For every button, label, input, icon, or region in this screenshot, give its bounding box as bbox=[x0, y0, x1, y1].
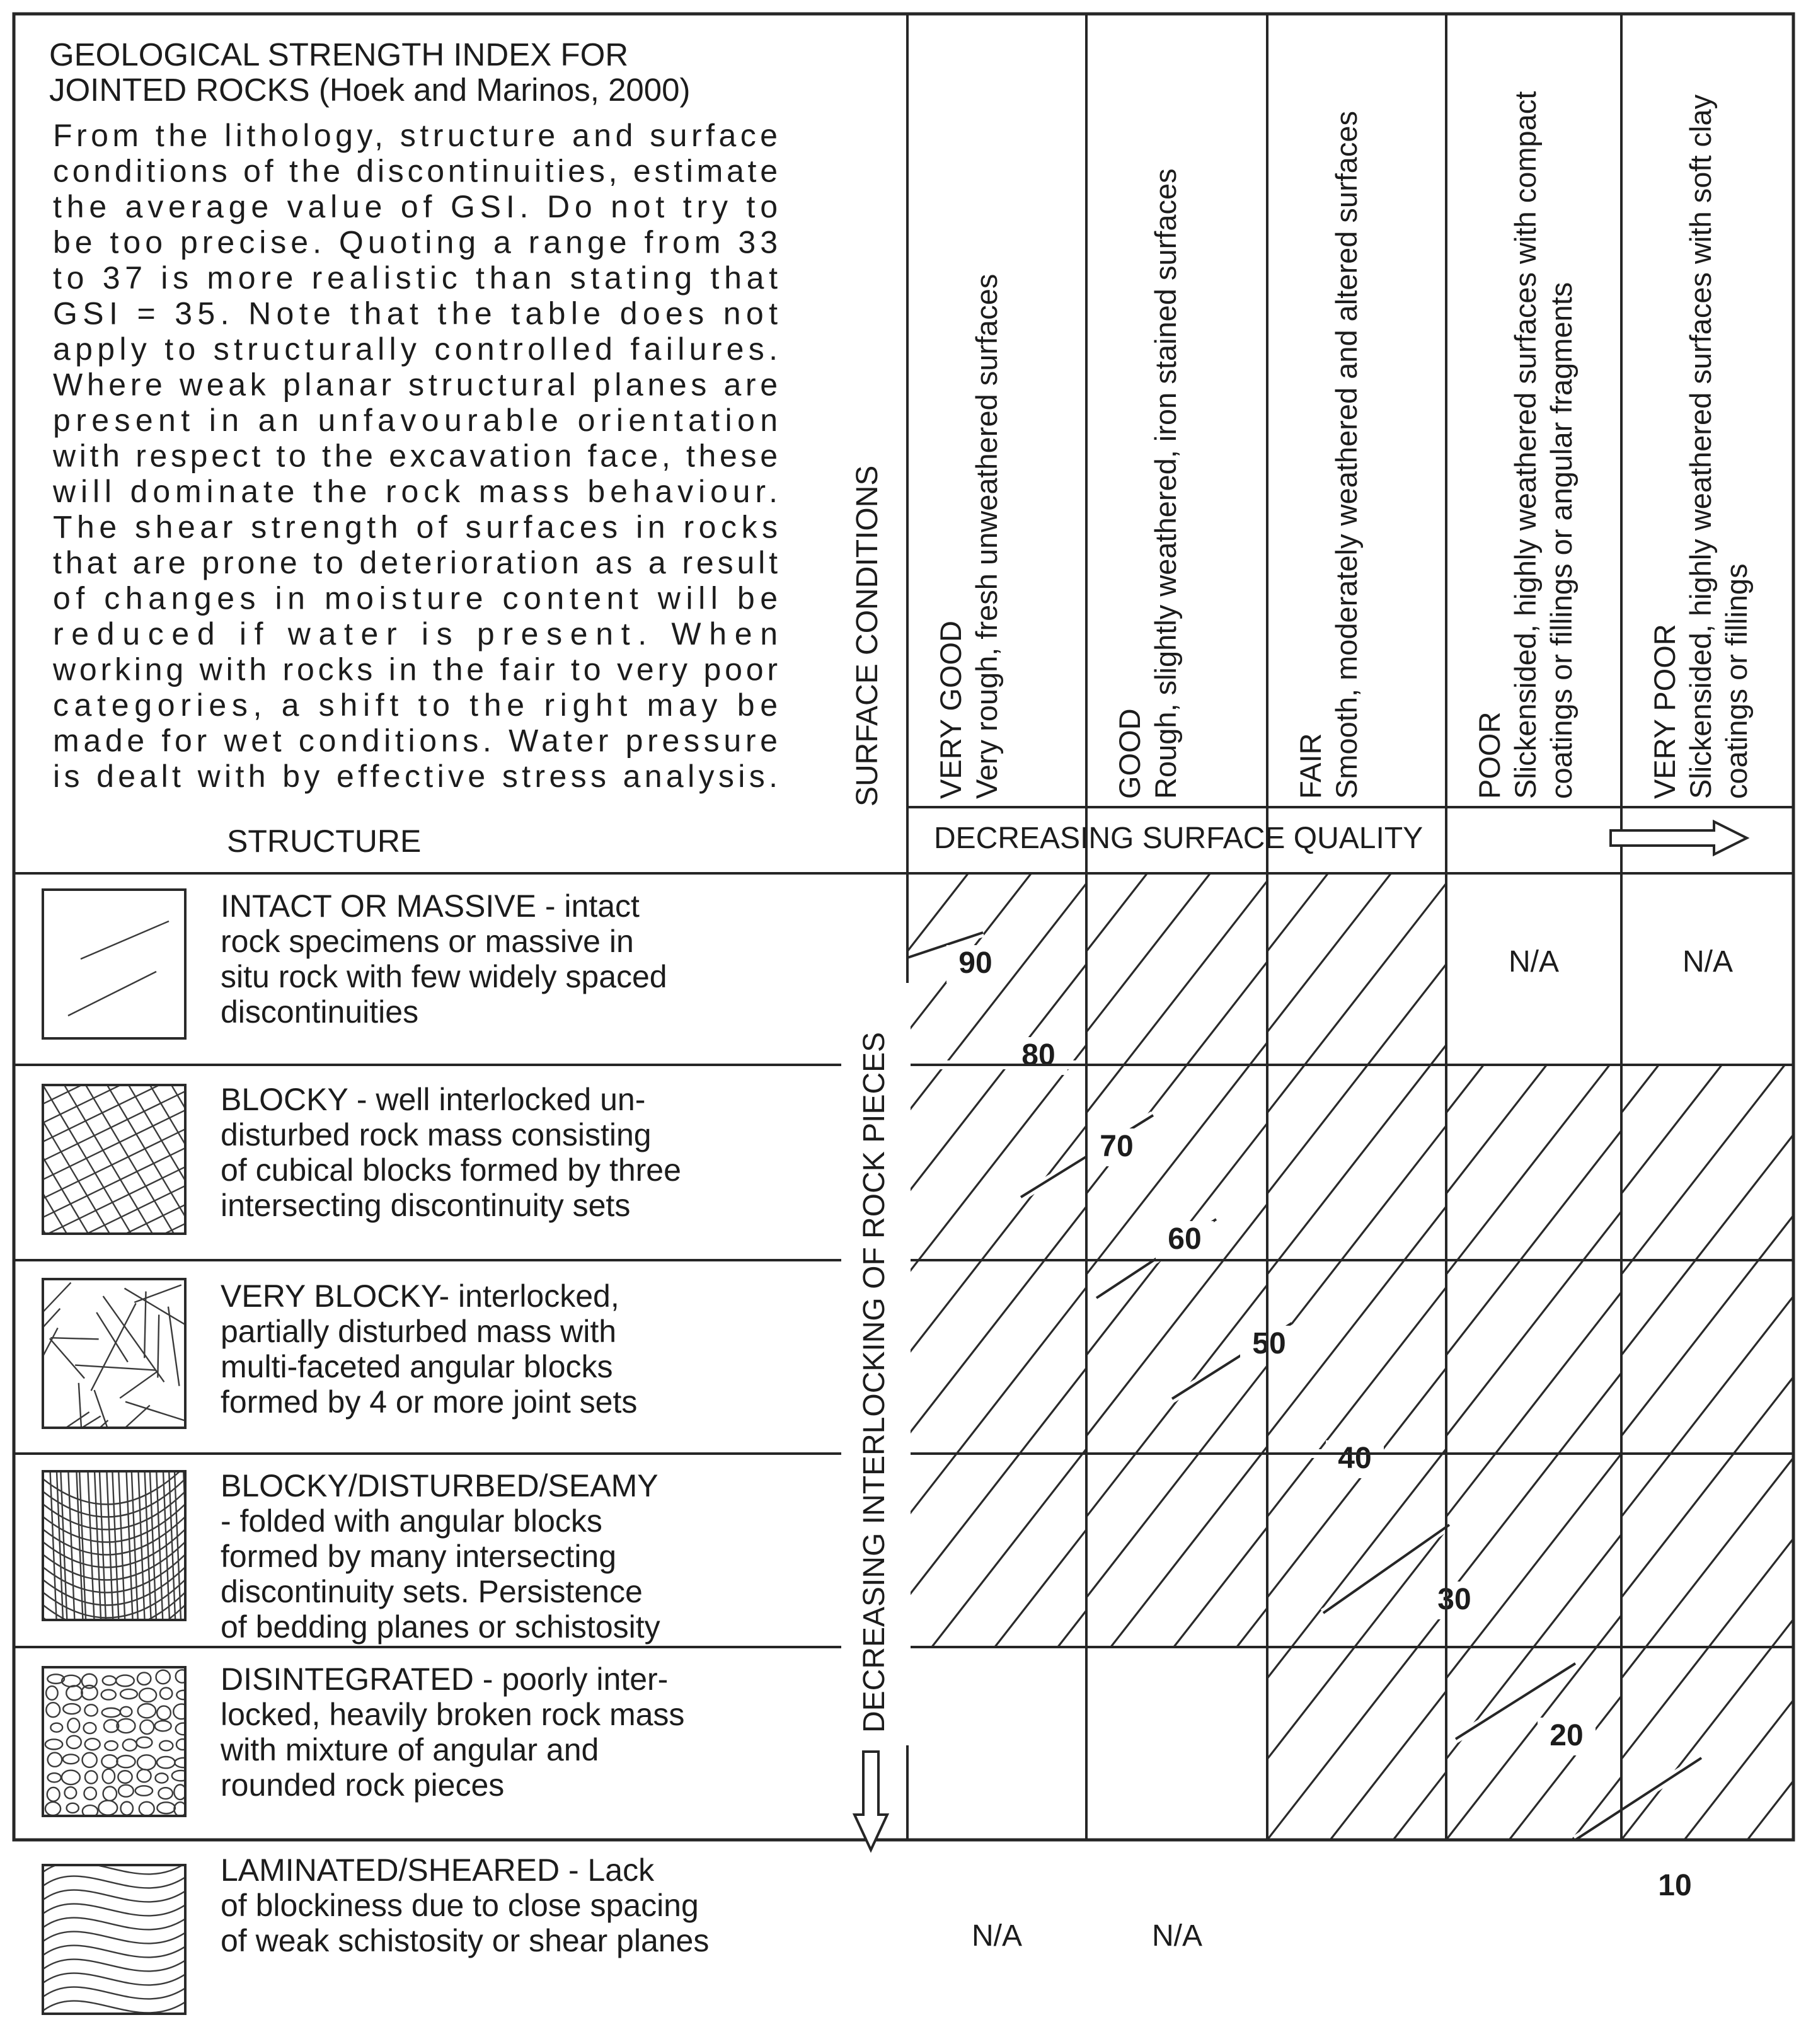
column-heading-line: Very rough, fresh unweathered surfaces bbox=[970, 273, 1003, 799]
intro-line: be too precise. Quoting a range from 33 bbox=[53, 224, 778, 260]
structure-row bbox=[43, 888, 667, 1038]
intro-line: apply to structurally controlled failures. bbox=[53, 331, 778, 367]
symbol-frame bbox=[43, 1279, 185, 1428]
structure-line: of cubical blocks formed by three bbox=[221, 1152, 681, 1188]
decreasing-surface-quality-label: DECREASING SURFACE QUALITY bbox=[934, 822, 1424, 855]
surface-column-heading bbox=[1294, 111, 1363, 799]
structure-line: INTACT OR MASSIVE - intact bbox=[221, 888, 640, 924]
surface-column-heading bbox=[1648, 94, 1753, 799]
symbol-frame bbox=[43, 890, 185, 1038]
structure-line: of weak schistosity or shear planes bbox=[221, 1923, 710, 1958]
title-line-1: GEOLOGICAL STRENGTH INDEX FOR bbox=[49, 37, 629, 72]
intro-line: the average value of GSI. Do not try to bbox=[53, 189, 778, 224]
intro-line: with respect to the excavation face, these bbox=[53, 438, 778, 474]
intro-block bbox=[49, 37, 884, 859]
na-label: N/A bbox=[1151, 1919, 1203, 1953]
structure-line: of bedding planes or schistosity bbox=[221, 1609, 660, 1645]
intro-line: of changes in moisture content will be bbox=[53, 580, 778, 616]
gsi-value-label: 40 bbox=[1338, 1442, 1372, 1475]
structure-line: formed by many intersecting bbox=[221, 1539, 617, 1574]
structure-line: with mixture of angular and bbox=[221, 1732, 599, 1767]
structure-line: situ rock with few widely spaced bbox=[221, 959, 667, 994]
very-blocky-symbol bbox=[8, 1279, 219, 1490]
structure-line: BLOCKY/DISTURBED/SEAMY bbox=[221, 1468, 659, 1503]
gsi-value-label: 30 bbox=[1437, 1583, 1471, 1616]
column-heading-line: VERY GOOD bbox=[934, 621, 967, 799]
column-heading-line: Smooth, moderately weathered and altered surfaces bbox=[1330, 110, 1363, 799]
decreasing-interlocking-label: DECREASING INTERLOCKING OF ROCK PIECES bbox=[858, 1031, 891, 1733]
symbol-frame bbox=[43, 1865, 185, 2014]
structure-line: BLOCKY - well interlocked un- bbox=[221, 1082, 646, 1117]
down-arrow-icon bbox=[854, 1752, 887, 1850]
interlocking-axis bbox=[841, 983, 911, 1850]
surface-column-heading bbox=[934, 274, 1003, 799]
structure-line: - folded with angular blocks bbox=[221, 1503, 602, 1539]
column-heading-line: Slickensided, highly weathered surfaces with compact bbox=[1509, 91, 1542, 799]
structure-line: LAMINATED/SHEARED - Lack bbox=[221, 1852, 655, 1888]
structure-rows bbox=[0, 827, 709, 2044]
gsi-value-label: 90 bbox=[958, 946, 992, 980]
intro-line: present in an unfavourable orientation bbox=[53, 403, 778, 438]
intro-paragraph bbox=[52, 118, 778, 794]
surface-column-heading bbox=[1473, 91, 1578, 799]
intro-line: working with rocks in the fair to very poor bbox=[53, 652, 778, 687]
column-heading-line: coatings or fillings bbox=[1720, 563, 1753, 799]
intro-line: conditions of the discontinuities, estimate bbox=[53, 153, 778, 189]
intro-line: will dominate the rock mass behaviour. bbox=[53, 474, 778, 509]
structure-line: rock specimens or massive in bbox=[221, 924, 634, 959]
column-heading-line: GOOD bbox=[1113, 708, 1146, 799]
gsi-value-label: 60 bbox=[1168, 1222, 1202, 1256]
intro-line: to 37 is more realistic than stating that bbox=[53, 260, 778, 296]
gsi-value-label: 50 bbox=[1252, 1327, 1286, 1360]
intro-line: that are prone to deterioration as a result bbox=[53, 545, 778, 580]
structure-line: multi-faceted angular blocks bbox=[221, 1349, 613, 1384]
surface-column-heading bbox=[1113, 168, 1182, 799]
na-label: N/A bbox=[1682, 945, 1734, 979]
structure-line: rounded rock pieces bbox=[221, 1767, 505, 1803]
structure-line: discontinuities bbox=[221, 994, 419, 1030]
structure-line: VERY BLOCKY- interlocked, bbox=[221, 1278, 619, 1314]
structure-row bbox=[43, 1466, 660, 1645]
structure-heading: STRUCTURE bbox=[227, 824, 422, 859]
structure-row bbox=[8, 1278, 637, 1490]
surface-quality-axis bbox=[934, 822, 1747, 855]
column-heading-line: FAIR bbox=[1294, 733, 1327, 799]
column-heading-line: Slickensided, highly weathered surfaces with soft clay bbox=[1684, 94, 1717, 799]
laminated-symbol bbox=[37, 1859, 192, 2044]
structure-line: locked, heavily broken rock mass bbox=[221, 1697, 685, 1732]
na-label: N/A bbox=[1508, 945, 1560, 979]
column-heading-line: coatings or fillings or angular fragments bbox=[1544, 282, 1578, 799]
surface-condition-headings bbox=[934, 91, 1753, 799]
structure-line: partially disturbed mass with bbox=[221, 1314, 617, 1349]
disintegrated-symbol bbox=[43, 1667, 193, 1817]
structure-line: disturbed rock mass consisting bbox=[221, 1117, 652, 1152]
gsi-value-label: 20 bbox=[1550, 1719, 1584, 1752]
intro-line: From the lithology, structure and surface bbox=[53, 118, 778, 153]
structure-row bbox=[37, 1852, 709, 2044]
intro-line: The shear strength of surfaces in rocks bbox=[53, 509, 778, 545]
intact-symbol bbox=[43, 890, 185, 1038]
column-heading-line: VERY POOR bbox=[1648, 624, 1681, 799]
structure-line: discontinuity sets. Persistence bbox=[221, 1574, 643, 1609]
structure-line: DISINTEGRATED - poorly inter- bbox=[221, 1662, 669, 1697]
column-heading-line: POOR bbox=[1473, 711, 1506, 799]
surface-conditions-label: SURFACE CONDITIONS bbox=[851, 465, 884, 807]
intro-line: Where weak planar structural planes are bbox=[53, 367, 778, 403]
gsi-value-label: 70 bbox=[1100, 1130, 1134, 1163]
intro-line: categories, a shift to the right may be bbox=[53, 687, 778, 723]
gsi-value-label: 10 bbox=[1658, 1869, 1692, 1902]
seamy-symbol bbox=[43, 1466, 190, 1643]
structure-line: intersecting discontinuity sets bbox=[221, 1188, 631, 1223]
structure-row bbox=[43, 1662, 684, 1817]
intro-line: GSI = 35. Note that the table does not bbox=[53, 296, 778, 331]
title-line-2: JOINTED ROCKS (Hoek and Marinos, 2000) bbox=[49, 72, 691, 108]
column-heading-line: Rough, slightly weathered, iron stained surfaces bbox=[1149, 168, 1182, 799]
intro-line: made for wet conditions. Water pressure bbox=[53, 723, 778, 759]
intro-line: reduced if water is present. When bbox=[53, 616, 778, 652]
contour-line bbox=[1575, 1758, 1701, 1840]
na-label: N/A bbox=[971, 1919, 1023, 1953]
gsi-value-label: 80 bbox=[1021, 1038, 1055, 1072]
right-arrow-icon bbox=[1611, 822, 1747, 854]
intro-line: is dealt with by effective stress analysis. bbox=[53, 759, 778, 794]
structure-line: of blockiness due to close spacing bbox=[221, 1888, 699, 1923]
structure-line: formed by 4 or more joint sets bbox=[221, 1384, 638, 1420]
